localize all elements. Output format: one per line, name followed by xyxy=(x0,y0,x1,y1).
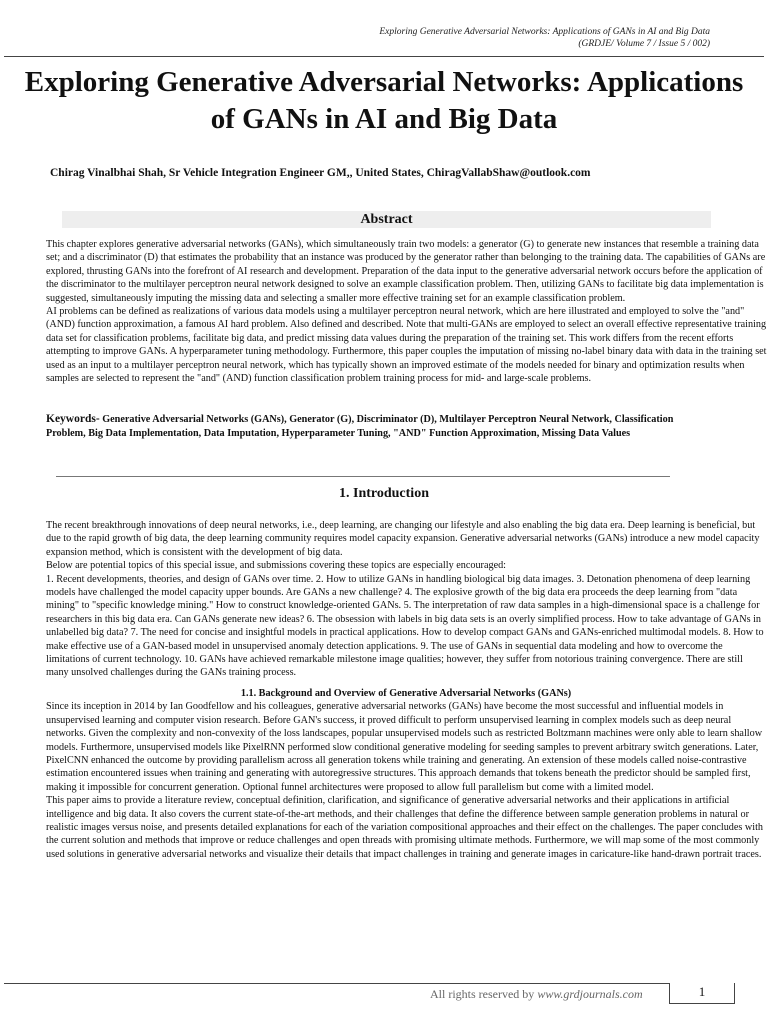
intro-paragraph-topics: 1. Recent developments, theories, and design of GANs over time. 2. How to utilize GANs in handling biological big data images. 3. Detonation phenomena of deep learning models have challenged the model capacity upper bounds. Are GANs a new challenge? 4. The explosive growth of the big data era proceeds the deep learning from "data mining" to "specific knowledge mining." How to construct knowledge-oriented GANs. 5. The interpretation of raw data samples in a high-dimensional space is a challenge for researchers in this big data era. Can GANs generate new ideas? 6. The obsession with labels in big data sets is an overly simplified process. How to take advantage of GANs in unlabelled big data? 7. The need for concise and insightful models in practical applications. How to develop compact GANs and GANs-enriched multimodal models. 8. How to make effective use of a GAN-based model in unsupervised anomaly detection applications. 9. The use of GANs in sequential data modeling and how to overcome the limitations of current technology. 10. GANs have achieved remarkable milestone image qualities; however, they suffer from notorious training convergence. There are still many unsolved challenges during the GANs training process. xyxy=(46,573,764,679)
author-line: Chirag Vinalbhai Shah, Sr Vehicle Integration Engineer GM,, United States, ChiragVallabShaw@outlook.com xyxy=(50,167,591,179)
page-number: 1 xyxy=(669,983,735,1004)
intro-paragraph-background: Since its inception in 2014 by Ian Goodfellow and his colleagues, generative adversarial networks (GANs) have become the most successful and influential models in unsupervised learning and computer vision research. Before GAN's success, it proved difficult to perform unsupervised learning in complex models such as deep neural networks. Given the complexity and non-convexity of the loss landscapes, popular unsupervised models such as restricted Boltzmann machines were only able to learn shallow models. Furthermore, unsupervised models like PixelRNN performed slow conditional generative modeling for seeding samples to prevent arbitrary switch generations. Later, PixelCNN enhanced the outcome by providing parallelism across all generation tokens while training and generating. An extension of these models called noise-contrastive estimation encountered issues when training and generating with autoregressive structures. This approach demands that tokens beneath the predictor should be sampled first, making it impossible for concurrent generation. Optional funnel architectures were proposed to allow full parallelism but come with a limited model. xyxy=(46,701,763,793)
footer-rights-text: All rights reserved by xyxy=(430,987,538,1001)
footer-site-link[interactable]: www.grdjournals.com xyxy=(537,987,643,1001)
running-head xyxy=(110,26,710,50)
introduction-body xyxy=(46,519,766,861)
intro-paragraph-2: Below are potential topics of this special issue, and submissions covering these topics are especially encouraged: xyxy=(46,560,507,572)
section-divider xyxy=(56,476,670,477)
abstract-body xyxy=(46,238,768,385)
footer-rule xyxy=(4,983,669,984)
abstract-paragraph-1: This chapter explores generative adversarial networks (GANs), which simultaneously train two models: a generator (G) to generate new instances that resemble a training data set; and a discriminator (D) that estimates the probability that an instance was produced by the generator rather than belonging to the training data. The capabilities of GANs are explored, thrusting GANs into the forefront of AI research and development. Preparation of the data input to the generative adversarial network occurs before the application of the discriminator to the multilayer perceptron neural network designed to solve an example classification problem. Then, utilizing GANs to facilitate big data implementation is suggested, simultaneously imputing the missing data and selecting a smaller more effective training set for an example classification problem. xyxy=(46,239,766,304)
keywords-text: Generative Adversarial Networks (GANs), Generator (G), Discriminator (D), Multilayer Perceptron Neural Network, Classification Problem, Big Data Implementation, Data Imputation, Hyperparameter Tuning, "AND" Function Approximation, Missing Data Values xyxy=(46,414,674,439)
abstract-paragraph-2: AI problems can be defined as realizations of various data models using a multilayer perceptron neural network, which are here illustrated and employed to solve the "and" (AND) function approximation, a famous AI hard problem. Also defined and described. Note that multi-GANs are employed to select an overall effective representative training data set for classification problems, facilitate big data, and predict missing data values during the preparation of the training set. This work differs from the recent efforts attempting to improve GANs. A hyperparameter tuning methodology. Furthermore, this paper couples the imputation of missing no-label binary data with data in the training set used as an input to a multilayer perceptron neural network, which has typically shown an improved estimate of the models needed for binary and optimization results when samples are selected to represent the "and" (AND) function classification problem training process for mid- and large-scale problems. xyxy=(46,306,767,385)
section-heading-introduction: 1. Introduction xyxy=(339,486,429,501)
abstract-heading: Abstract xyxy=(62,211,711,228)
running-head-volume: (GRDJE/ Volume 7 / Issue 5 / 002) xyxy=(578,39,710,49)
header-rule xyxy=(4,56,764,57)
subsection-heading-background: 1.1. Background and Overview of Generative Adversarial Networks (GANs) xyxy=(240,687,572,699)
paper-title-line-2: of GANs in AI and Big Data xyxy=(210,103,558,135)
running-head-title: Exploring Generative Adversarial Networks: Applications of GANs in AI and Big Data xyxy=(379,27,710,37)
intro-paragraph-aims: This paper aims to provide a literature review, conceptual definition, clarification, and significance of generative adversarial networks and their applications in artificial intelligence and big data. It also covers the current state-of-the-art methods, and their challenges that define the difference between sample generation problems in natural or realistic images versus noise, and presents detailed explanations for each of the variation compositional approaches and their effect on the challenges. The paper concludes with the current solution and methods that improve or reduce challenges and open threads with promising ultimate methods. Furthermore, we will map some of the most commonly used solutions in generative adversarial networks and visualize their details that impact challenges in training and generate images in caricature-like hand-drawn portrait traces. xyxy=(46,795,764,860)
paper-title xyxy=(0,64,768,138)
keywords-label: Keywords- xyxy=(46,413,100,425)
intro-paragraph-1: The recent breakthrough innovations of deep neural networks, i.e., deep learning, are changing our lifestyle and also enabling the big data era. Deep learning is beneficial, but due to the rapid growth of big data, the deep learning community requires model capacity expansion. Generative adversarial networks (GANs) introduce a new model capacity expansion method, which is consistent with the development of big data. xyxy=(46,520,760,558)
paper-title-line-1: Exploring Generative Adversarial Networks: Applications xyxy=(24,66,744,98)
keywords xyxy=(46,413,686,440)
footer-rights xyxy=(430,987,643,1001)
